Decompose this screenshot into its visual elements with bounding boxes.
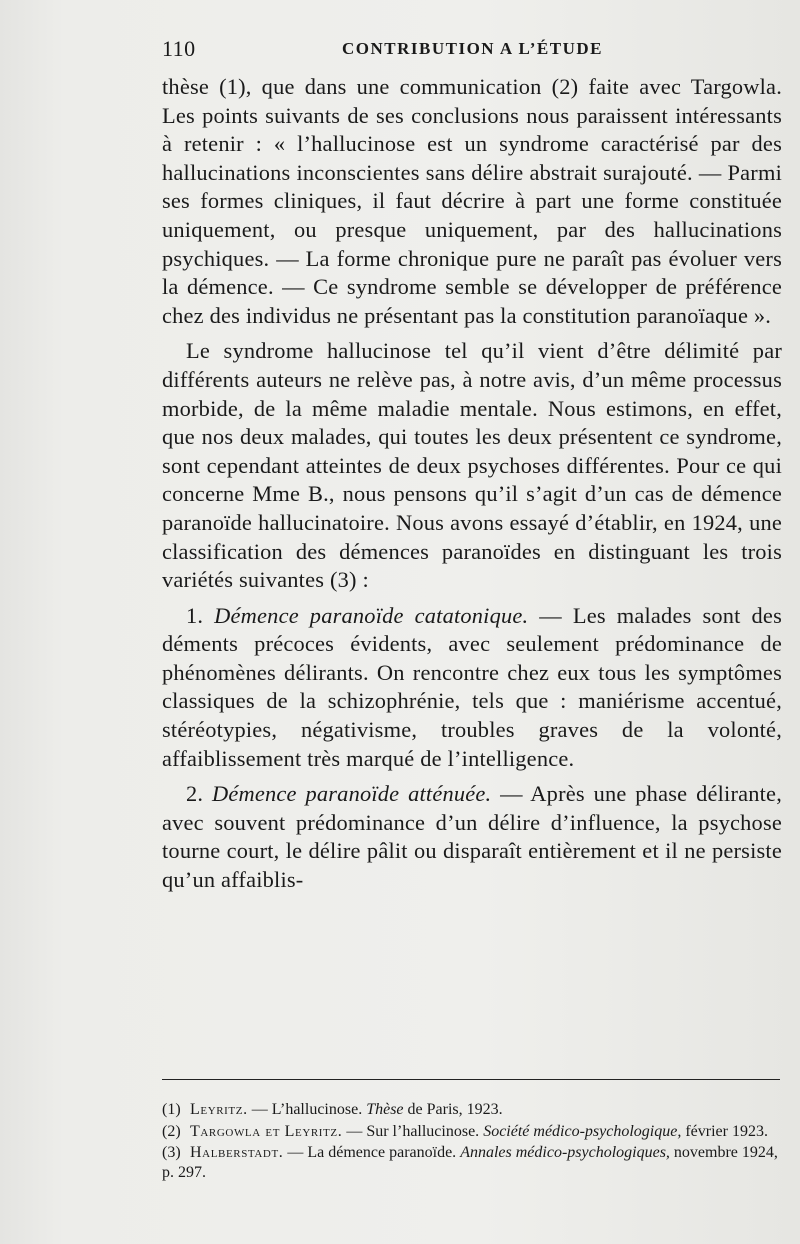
running-head: CONTRIBUTION A L’ÉTUDE (342, 39, 603, 58)
footnote-author: Halberstadt. (190, 1144, 284, 1161)
item-number: 2. (186, 781, 212, 807)
footnote-3 (162, 1143, 784, 1182)
footnote-detail: novembre 1924, p. 297. (162, 1144, 778, 1181)
footnote-source: Société médico-psychologique, (483, 1122, 682, 1140)
item-number: 1. (186, 602, 215, 628)
footnote-number: (3) (162, 1144, 181, 1161)
item-text: — Les malades sont des déments précoces évidents, avec seulement prédominance de phénomènes délirants. On rencontre chez eux tous les symptômes classiques de la schizophrénie, tels que : maniérisme accentué, stéréotypies, négativisme, troubles graves de la volonté, affaiblissement très marqué de l’intelligence. (162, 602, 782, 771)
footnote-detail: février 1923. (681, 1122, 768, 1140)
paragraph-2: Le syndrome hallucinose tel qu’il vient d’être délimité par différents auteurs ne relève pas, à notre avis, d’un même processus morbide, de la même maladie mentale. Nous estimons, en effet, que nos deux malades, qui toutes les deux présentent ce syndrome, sont cependant atteintes de deux psychoses différentes. Pour ce qui concerne Mme B., nous pensons qu’il s’agit d’un cas de démence paranoïde hallucinatoire. Nous avons essayé d’établir, en 1924, une classification des démences paranoïdes en distinguant les trois variétés suivantes (3) : (162, 338, 782, 593)
footnote-text: — Sur l’hallucinose. (342, 1122, 484, 1140)
footnote-source: Annales médico-psychologiques, (460, 1144, 670, 1161)
body-text (162, 73, 782, 895)
item-text: — Après une phase délirante, avec souvent prédominance d’un délire d’influence, la psychose tourne court, le délire pâlit ou disparaît entièrement et il ne persiste qu’un affaiblis- (162, 781, 782, 893)
item-title: Démence paranoïde catatonique. (214, 602, 529, 628)
footnote-1 (162, 1100, 784, 1120)
footnote-detail: de Paris, 1923. (403, 1101, 503, 1118)
footnote-number: (2) (162, 1122, 181, 1140)
paragraph-4 (162, 780, 782, 894)
paragraph-1: thèse (1), que dans une communication (2) faite avec Targowla. Les points suivants de ses conclusions nous paraissent intéressants à retenir : « l’hallucinose est un syndrome caractérisé par des hallucinations inconscientes sans délire abstrait surajouté. — Parmi ses formes cliniques, il faut décrire à part une forme constituée uniquement, ou presque uniquement, par des hallucinations psychiques. — La forme chronique pure ne paraît pas évoluer vers la démence. — Ce syndrome semble se développer de préférence chez des individus ne présentant pas la constitution paranoïaque ». (162, 74, 782, 328)
footnote-rule (162, 1079, 780, 1080)
footnote-author: Leyritz. (190, 1101, 248, 1118)
footnote-number: (1) (162, 1101, 181, 1118)
paragraph-3 (162, 602, 782, 774)
item-title: Démence paranoïde atténuée. (212, 781, 492, 807)
footnote-2 (162, 1122, 784, 1142)
footnote-author: Targowla et Leyritz. (190, 1122, 343, 1140)
page-header (162, 36, 780, 66)
page-number: 110 (162, 36, 196, 61)
footnote-text: — La démence paranoïde. (283, 1144, 461, 1161)
footnote-text: — L’hallucinose. (247, 1101, 367, 1118)
footnote-source: Thèse (366, 1101, 404, 1118)
footnotes (162, 1100, 784, 1184)
